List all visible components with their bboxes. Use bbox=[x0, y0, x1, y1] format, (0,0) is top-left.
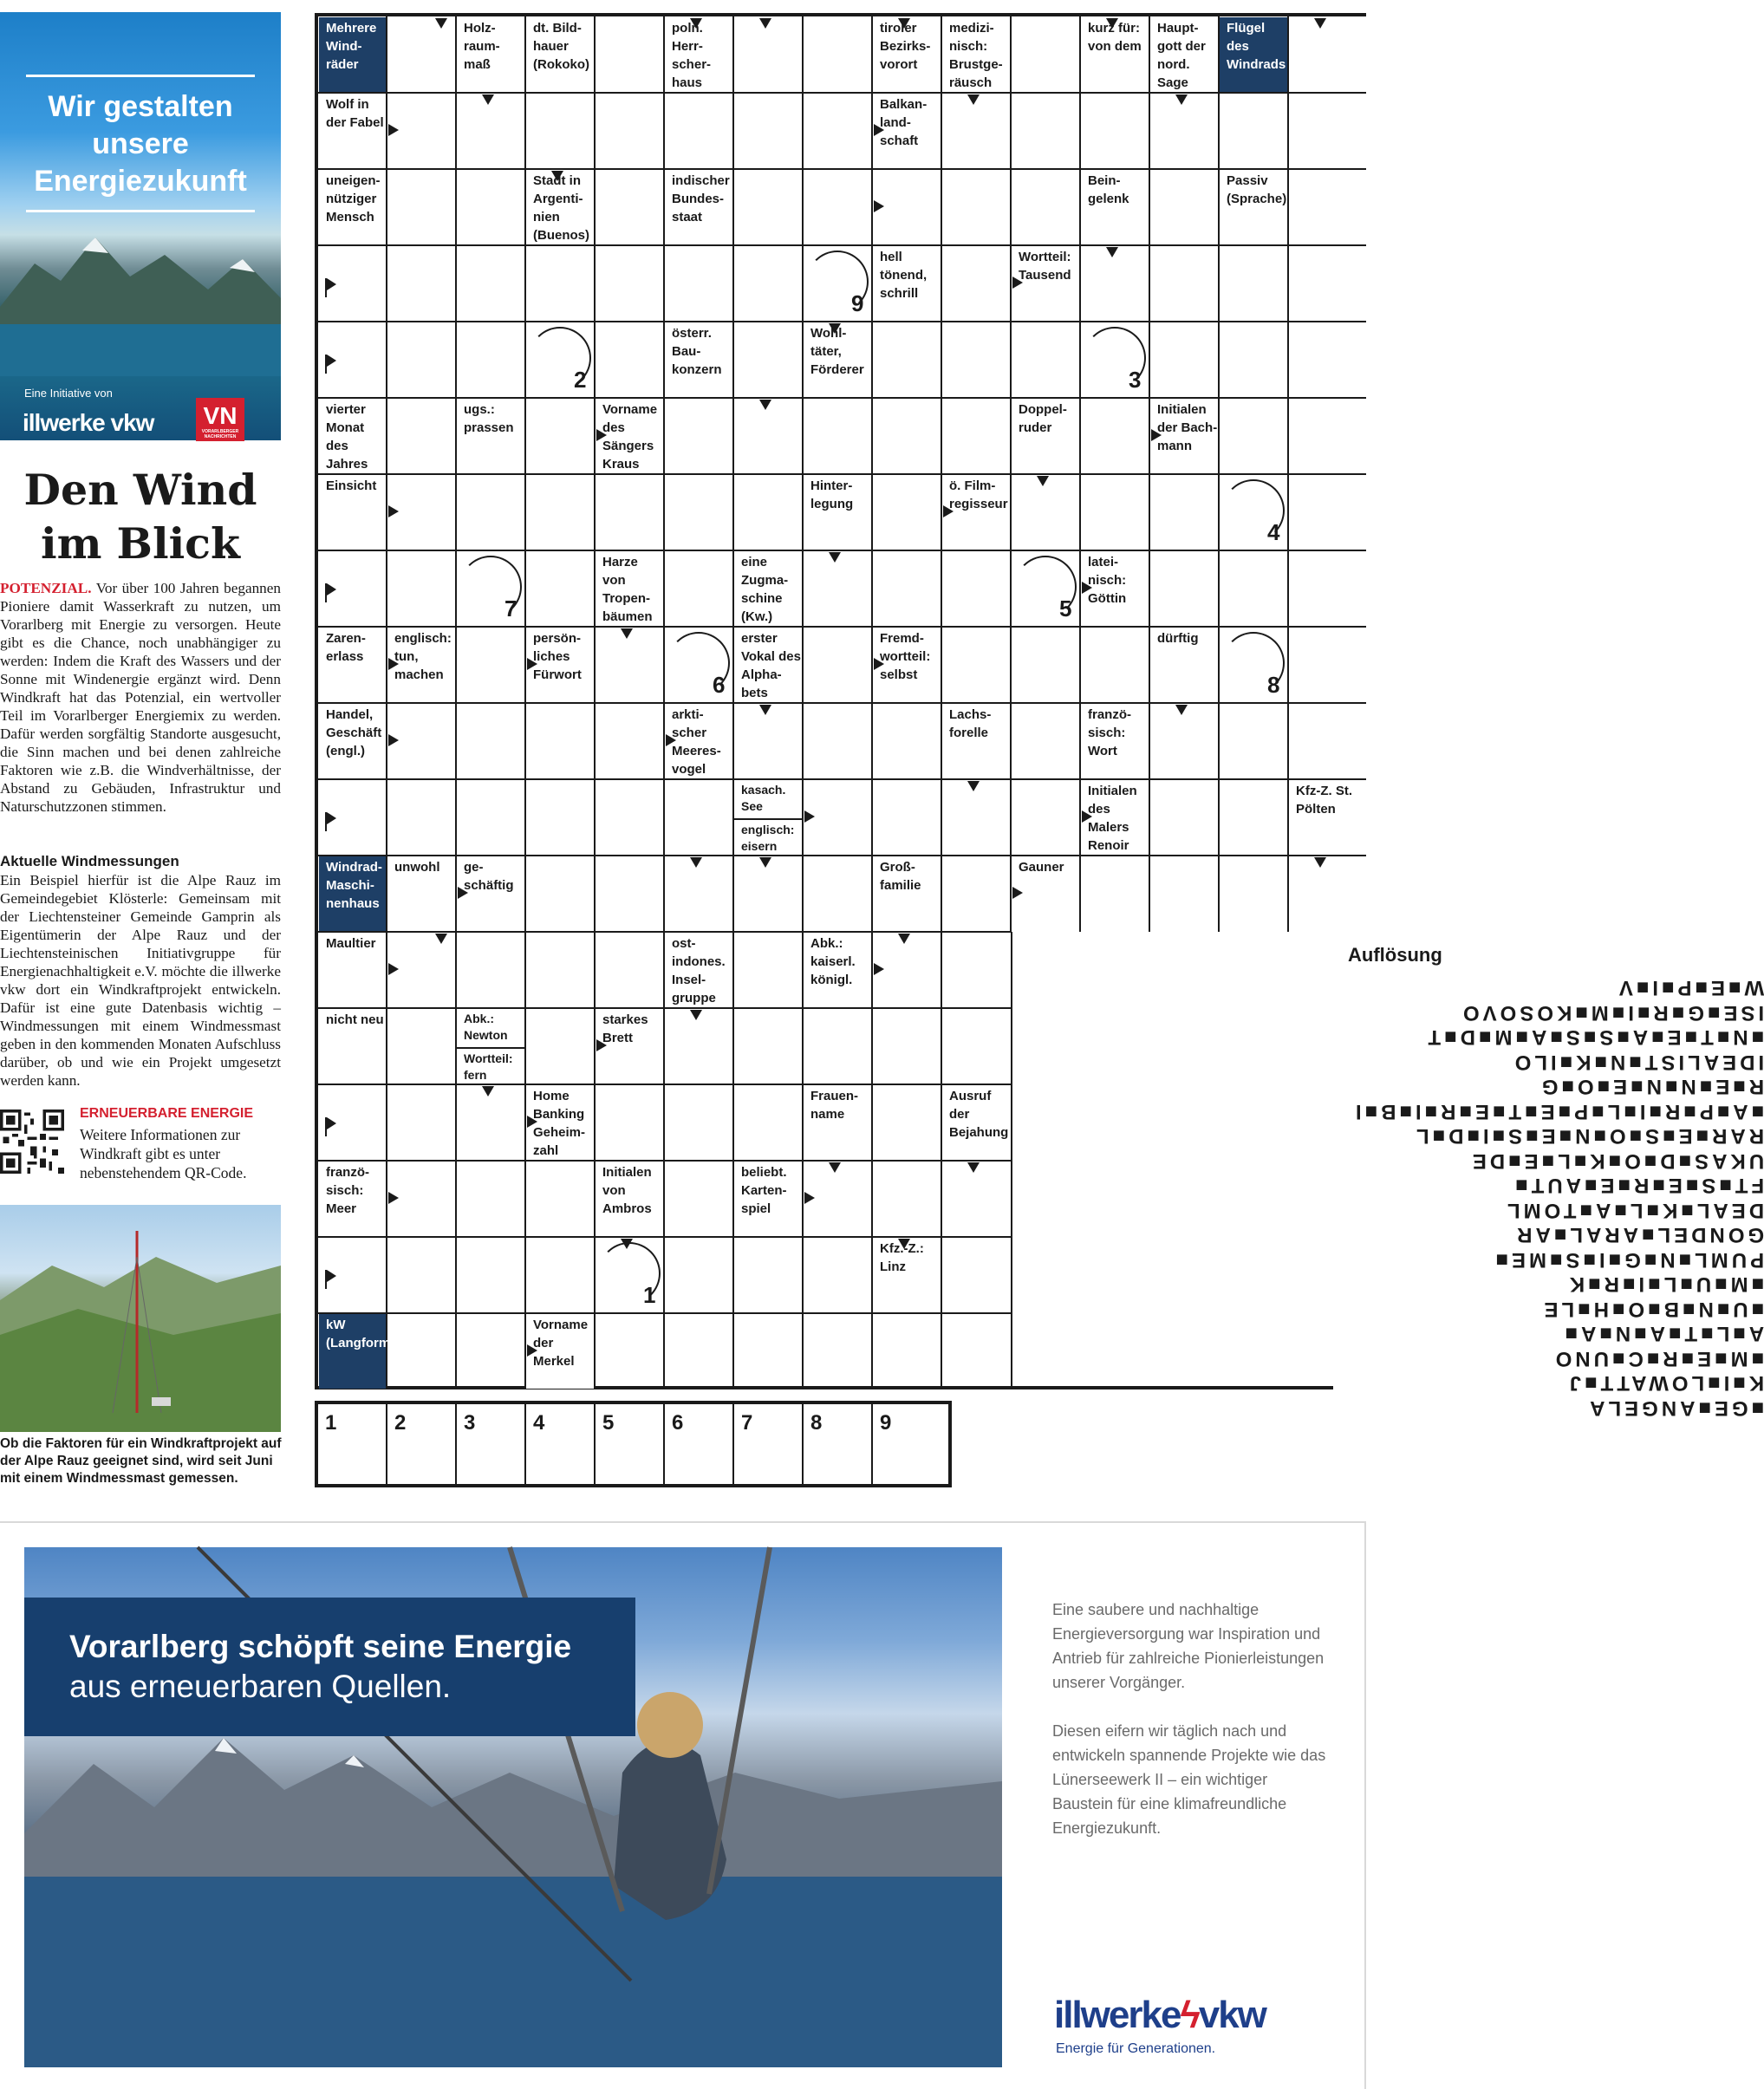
down-arrow bbox=[482, 94, 494, 105]
clue-cell: Ausruf der Bejahung bbox=[942, 1085, 1010, 1160]
right-arrow bbox=[874, 963, 884, 975]
clue-cell: ost-indones. Insel-gruppe bbox=[665, 933, 732, 1007]
corner-arrow bbox=[325, 355, 337, 374]
clue-cell: Fremd-wortteil: selbst bbox=[873, 628, 941, 702]
clue-cell: ge-schäftig bbox=[457, 856, 524, 931]
illwerke-vkw-logo[interactable]: illwerkeϟvkw bbox=[1054, 1994, 1266, 2036]
solution-row: R■E■N■N■E■O■G bbox=[1538, 1075, 1764, 1099]
grid-line bbox=[318, 92, 1366, 94]
solution-row: ■N■T■E■A■S■S■A■M■D■T bbox=[1424, 1025, 1764, 1050]
grid-line bbox=[318, 702, 1366, 704]
down-arrow bbox=[967, 1162, 980, 1173]
clue-cell: Hinter-legung bbox=[804, 475, 871, 550]
divider bbox=[26, 210, 255, 212]
clue-cell: Initialen von Ambros bbox=[596, 1162, 663, 1236]
clue-cell: Bein-gelenk bbox=[1081, 170, 1149, 244]
clue-cell: Gauner bbox=[1012, 856, 1079, 931]
right-arrow bbox=[666, 734, 676, 746]
solution-number: 3 bbox=[1129, 367, 1142, 393]
solution-row: ■A■P■R■I■L■P■E■T■E■R■I■B■I bbox=[1352, 1100, 1764, 1123]
solution-title: Auflösung bbox=[1348, 944, 1442, 966]
wind-mast-photo bbox=[0, 1205, 281, 1432]
down-arrow bbox=[829, 552, 841, 563]
clue-cell: kurz für: von dem bbox=[1081, 17, 1149, 92]
down-arrow bbox=[1106, 18, 1118, 29]
clue-cell: Vorname der Merkel bbox=[526, 1314, 594, 1389]
ad-tagline: Energie für Generationen. bbox=[1056, 2041, 1216, 2056]
grid-line bbox=[318, 1312, 1011, 1314]
down-arrow bbox=[621, 628, 633, 639]
down-arrow bbox=[829, 1162, 841, 1173]
down-arrow bbox=[435, 18, 447, 29]
clue-cell: tiroler Bezirks-vorort bbox=[873, 17, 941, 92]
down-arrow bbox=[690, 857, 702, 868]
boy-on-swing-photo bbox=[24, 1547, 1002, 2067]
clue-cell: dürftig bbox=[1150, 628, 1218, 702]
down-arrow bbox=[1037, 476, 1049, 486]
right-arrow bbox=[1082, 810, 1092, 823]
clue-cell: Kfz.-Z.: Linz bbox=[873, 1238, 941, 1312]
right-arrow bbox=[874, 658, 884, 670]
divider bbox=[26, 75, 255, 77]
right-arrow bbox=[458, 887, 468, 899]
right-arrow bbox=[804, 810, 815, 823]
crossword-grid[interactable] bbox=[315, 13, 1764, 1420]
clue-cell: Groß-familie bbox=[873, 856, 941, 931]
down-arrow bbox=[898, 934, 910, 944]
clue-cell: Wortteil: fern bbox=[457, 1047, 524, 1084]
down-arrow bbox=[898, 1239, 910, 1249]
clue-cell: Initialen des Malers Renoir bbox=[1081, 780, 1149, 855]
initiative-ad[interactable] bbox=[0, 12, 281, 440]
right-arrow bbox=[527, 1116, 537, 1128]
solution-number: 4 bbox=[1267, 519, 1280, 545]
clue-cell: Kfz-Z. St. Pölten bbox=[1289, 780, 1365, 855]
answer-cell[interactable]: 7 bbox=[734, 1404, 804, 1484]
grid-line bbox=[1011, 932, 1012, 1389]
down-arrow bbox=[759, 18, 771, 29]
clue-cell: Vorname des Sängers Kraus bbox=[596, 399, 663, 473]
solution-row: UKAS■D■O■K■L■E■DE bbox=[1468, 1149, 1764, 1173]
clue-cell: österr. Bau-konzern bbox=[665, 322, 732, 397]
clue-cell: beliebt. Karten-spiel bbox=[734, 1162, 802, 1236]
solution-row: K■I■LOWATT■J bbox=[1565, 1371, 1764, 1396]
clue-cell: Einsicht bbox=[319, 475, 386, 550]
down-arrow bbox=[1175, 94, 1188, 105]
down-arrow bbox=[1106, 247, 1118, 257]
grid-line bbox=[318, 1084, 1011, 1085]
clue-cell: kW (Langform) bbox=[319, 1314, 386, 1389]
clue-cell: Initialen der Bach-mann bbox=[1150, 399, 1218, 473]
clue-cell: dt. Bild-hauer (Rokoko) bbox=[526, 17, 594, 92]
energy-ad[interactable] bbox=[0, 1521, 1366, 2089]
clue-cell: franzö-sisch: Wort bbox=[1081, 704, 1149, 778]
down-arrow bbox=[1175, 705, 1188, 715]
clue-cell: latei-nisch: Göttin bbox=[1081, 551, 1149, 626]
right-arrow bbox=[874, 124, 884, 136]
article-headline: Den Wind im Blick bbox=[23, 465, 257, 569]
solution-number: 6 bbox=[713, 672, 726, 698]
answer-cell[interactable]: 4 bbox=[526, 1404, 596, 1484]
solution-panel bbox=[1333, 942, 1764, 1420]
right-arrow bbox=[1151, 429, 1162, 441]
clue-cell: Frauen-name bbox=[804, 1085, 871, 1160]
right-arrow bbox=[527, 658, 537, 670]
down-arrow bbox=[551, 171, 563, 181]
article-paragraph-1: POTENZIAL. Vor über 100 Jahren begannen Pioniere damit Wasserkraft zu nutzen, um Vorarlberg mit Energie zu versorgen. Heute gibt es die Chance, noch unabhängiger zu werden: Indem die Kraft des Wassers und der Sonne mit Windenergie ergänzt wird. Denn Windkraft hat das Potenzial, ein wertvoller Teil im Vorarlberger Energiemix zu werden. Dafür werden sorgfältig Standorte ausgesucht, die Sinn machen und bei denen zahlreiche Faktoren wie z.B. die Windverhältnisse, der Abstand zu Gebäuden, Infrastruktur und Naturschutzzonen stimmen. bbox=[0, 580, 281, 815]
corner-arrow bbox=[325, 1270, 337, 1289]
clue-cell: ugs.: prassen bbox=[457, 399, 524, 473]
solution-number: 2 bbox=[574, 367, 587, 393]
clue-cell: Abk.: kaiserl. königl. bbox=[804, 933, 871, 1007]
clue-cell: englisch: eisern bbox=[734, 818, 802, 855]
down-arrow bbox=[967, 94, 980, 105]
clue-cell: starkes Brett bbox=[596, 1009, 663, 1084]
clue-cell: indischer Bundes-staat bbox=[665, 170, 732, 244]
clue-cell: Windrad-Maschi-nenhaus bbox=[319, 856, 386, 931]
clue-cell: Passiv (Sprache) bbox=[1220, 170, 1287, 244]
down-arrow bbox=[759, 705, 771, 715]
solution-row: FT■S■E■R■E■AUT■ bbox=[1512, 1174, 1764, 1198]
right-arrow bbox=[388, 505, 399, 517]
answer-row[interactable] bbox=[315, 1401, 952, 1487]
solution-row: RAR■E■S■O■N■E■S■I■D■L bbox=[1412, 1124, 1764, 1149]
down-arrow bbox=[690, 18, 702, 29]
ad-headline-banner: Vorarlberg schöpft seine Energie aus erneuerbaren Quellen. bbox=[24, 1598, 635, 1736]
clue-cell: poln. Herr-scher-haus bbox=[665, 17, 732, 92]
article-paragraph-2: Ein Beispiel hierfür ist die Alpe Rauz im Gemeindegebiet Klösterle: Gemeinsam mit der Liechtensteiner Gemeinde Gamprin als Eigentümerin der Alpe Rauz und der Liechtensteinischen Initiativgruppe für Energienachhaltigkeit e.V. möchte die illwerke vkw dort ein Windkraftprojekt entwickeln. Dafür ist eine gute Datenbasis wichtig – Windmessungen mit einem Windmessmast geben in den kommenden Monaten Aufschluss darüber, ob und wie ein Projekt umgesetzt werden kann. bbox=[0, 872, 281, 1089]
right-arrow bbox=[943, 505, 954, 517]
clue-cell: Home Banking Geheim-zahl bbox=[526, 1085, 594, 1160]
right-arrow bbox=[596, 1039, 607, 1051]
solution-row: ISE■G■R■I■M■KOSOVO bbox=[1459, 1001, 1764, 1025]
solution-row: DEAL■K■L■A■TOML bbox=[1503, 1199, 1764, 1222]
corner-arrow bbox=[325, 1117, 337, 1136]
clue-cell: unwohl bbox=[387, 856, 455, 931]
clue-cell: Harze von Tropen-bäumen bbox=[596, 551, 663, 626]
right-arrow bbox=[388, 963, 399, 975]
solution-number: 9 bbox=[851, 290, 864, 316]
right-arrow bbox=[388, 658, 399, 670]
solution-rows-upside-down bbox=[1352, 975, 1764, 1420]
solution-row: GONDEL■ARAL■AR bbox=[1513, 1223, 1764, 1247]
solution-number: 8 bbox=[1267, 672, 1280, 698]
solution-row: W■E■P■I■V bbox=[1615, 976, 1764, 1000]
right-arrow bbox=[388, 1192, 399, 1204]
answer-cell[interactable]: 6 bbox=[665, 1404, 734, 1484]
photo-caption: Ob die Faktoren für ein Windkraftprojekt auf der Alpe Rauz geeignet sind, wird seit Juni mit einem Windmessmast gemessen. bbox=[0, 1436, 282, 1486]
clue-cell: Stadt in Argenti-nien (Buenos) bbox=[526, 170, 594, 244]
ad-copy: Eine saubere und nachhaltige Energieversorgung war Inspiration und Antrieb für zahlreiche Pionierleistungen unserer Vorgänger. Diesen eifern wir täglich nach und entwickeln spannende Projekte wie das Lünerseewerk II – ein wichtiger Baustein für eine klimafreundliche Energiezukunft. bbox=[1052, 1601, 1326, 1837]
answer-cell[interactable]: 1 bbox=[318, 1404, 387, 1484]
right-arrow bbox=[596, 429, 607, 441]
qr-heading: ERNEUERBARE ENERGIE bbox=[80, 1106, 254, 1121]
right-arrow bbox=[388, 734, 399, 746]
down-arrow bbox=[482, 1086, 494, 1097]
down-arrow bbox=[898, 18, 910, 29]
mountain-lake-image bbox=[0, 229, 281, 376]
right-arrow bbox=[388, 124, 399, 136]
solution-row: ■U■N■B■O■H■LE bbox=[1540, 1298, 1764, 1321]
right-arrow bbox=[874, 200, 884, 212]
down-arrow bbox=[690, 1010, 702, 1020]
clue-cell: ö. Film-regisseur bbox=[942, 475, 1010, 550]
corner-arrow bbox=[325, 812, 337, 831]
down-arrow bbox=[967, 781, 980, 791]
grid-line bbox=[318, 1007, 1011, 1009]
solution-number: 1 bbox=[643, 1282, 656, 1308]
solution-row: ■M■E■R■C■UNO bbox=[1552, 1347, 1764, 1370]
corner-arrow bbox=[325, 583, 337, 602]
answer-cell[interactable]: 5 bbox=[596, 1404, 665, 1484]
answer-cell[interactable]: 2 bbox=[387, 1404, 457, 1484]
down-arrow bbox=[759, 400, 771, 410]
grid-line bbox=[318, 550, 1366, 551]
solution-row: ■GE■ANGELA bbox=[1586, 1396, 1764, 1420]
clue-cell: Haupt-gott der nord. Sage bbox=[1150, 17, 1218, 92]
down-arrow bbox=[829, 323, 841, 334]
right-arrow bbox=[804, 1192, 815, 1204]
solution-row: A■L■T■A■N■A■ bbox=[1561, 1322, 1764, 1346]
down-arrow bbox=[1314, 18, 1326, 29]
clue-cell: Mehrere Wind-räder bbox=[319, 17, 386, 92]
clue-cell: Doppel-ruder bbox=[1012, 399, 1079, 473]
clue-cell: Handel, Geschäft (engl.) bbox=[319, 704, 386, 778]
solution-number: 5 bbox=[1059, 595, 1072, 621]
clue-cell: vierter Monat des Jahres bbox=[319, 399, 386, 473]
initiative-label: Eine Initiative von bbox=[24, 387, 113, 400]
right-arrow bbox=[527, 1344, 537, 1357]
solution-row: IDEALIST■N■K■ILO bbox=[1511, 1051, 1764, 1074]
grid-line bbox=[318, 244, 1366, 246]
clue-cell: Wortteil: Tausend bbox=[1012, 246, 1079, 321]
article-subhead: Aktuelle Windmessungen bbox=[0, 853, 179, 869]
right-arrow bbox=[1012, 277, 1023, 289]
clue-cell: arkti-scher Meeres-vogel bbox=[665, 704, 732, 778]
down-arrow bbox=[435, 934, 447, 944]
solution-row: PUML■N■G■I■S■ME■ bbox=[1492, 1248, 1764, 1272]
clue-cell: englisch: tun, machen bbox=[387, 628, 455, 702]
grid-line bbox=[318, 1160, 1011, 1162]
clue-cell: persön-liches Fürwort bbox=[526, 628, 594, 702]
corner-arrow bbox=[325, 278, 337, 297]
clue-cell: franzö-sisch: Meer bbox=[319, 1162, 386, 1236]
answer-cell[interactable]: 8 bbox=[804, 1404, 873, 1484]
answer-cell[interactable]: 9 bbox=[880, 1411, 892, 1435]
vn-logo: VN VORARLBERGER NACHRICHTEN bbox=[196, 398, 244, 441]
illwerke-vkw-logo: illwerke vkw bbox=[23, 409, 154, 436]
clue-cell: erster Vokal des Alpha-bets bbox=[734, 628, 802, 702]
solution-number: 7 bbox=[504, 595, 517, 621]
clue-cell: Abk.: Newton bbox=[457, 1009, 524, 1045]
solution-row: ■M■U■L■I■R■K bbox=[1565, 1272, 1764, 1297]
clue-cell: kasach. See bbox=[734, 780, 802, 817]
clue-cell: Balkan-land-schaft bbox=[873, 94, 941, 168]
qr-code[interactable] bbox=[0, 1110, 64, 1174]
clue-cell: Holz-raum-maß bbox=[457, 17, 524, 92]
qr-description: Weitere Informationen zur Windkraft gibt es unter nebenstehendem QR-Code. bbox=[80, 1126, 247, 1181]
clue-cell: uneigen-nütziger Mensch bbox=[319, 170, 386, 244]
down-arrow bbox=[1314, 857, 1326, 868]
clue-cell: eine Zugma-schine (Kw.) bbox=[734, 551, 802, 626]
clue-cell: hell tönend, schrill bbox=[873, 246, 941, 321]
down-arrow bbox=[759, 857, 771, 868]
grid-line bbox=[318, 168, 1366, 170]
clue-cell: Maultier bbox=[319, 933, 386, 1007]
ad-title: Wir gestalten unsere Energiezukunft bbox=[34, 90, 247, 198]
clue-cell: Wolf in der Fabel bbox=[319, 94, 386, 168]
clue-cell: Wohl-täter, Förderer bbox=[804, 322, 871, 397]
grid-line bbox=[318, 778, 1366, 780]
clue-cell: Flügel des Windrads bbox=[1220, 17, 1287, 92]
answer-cell[interactable]: 3 bbox=[457, 1404, 526, 1484]
clue-cell: nicht neu bbox=[319, 1009, 386, 1084]
right-arrow bbox=[1012, 887, 1023, 899]
clue-cell: Zaren-erlass bbox=[319, 628, 386, 702]
clue-cell: Lachs-forelle bbox=[942, 704, 1010, 778]
right-arrow bbox=[1082, 582, 1092, 594]
clue-cell: medizi-nisch: Brustge-räusch bbox=[942, 17, 1010, 92]
